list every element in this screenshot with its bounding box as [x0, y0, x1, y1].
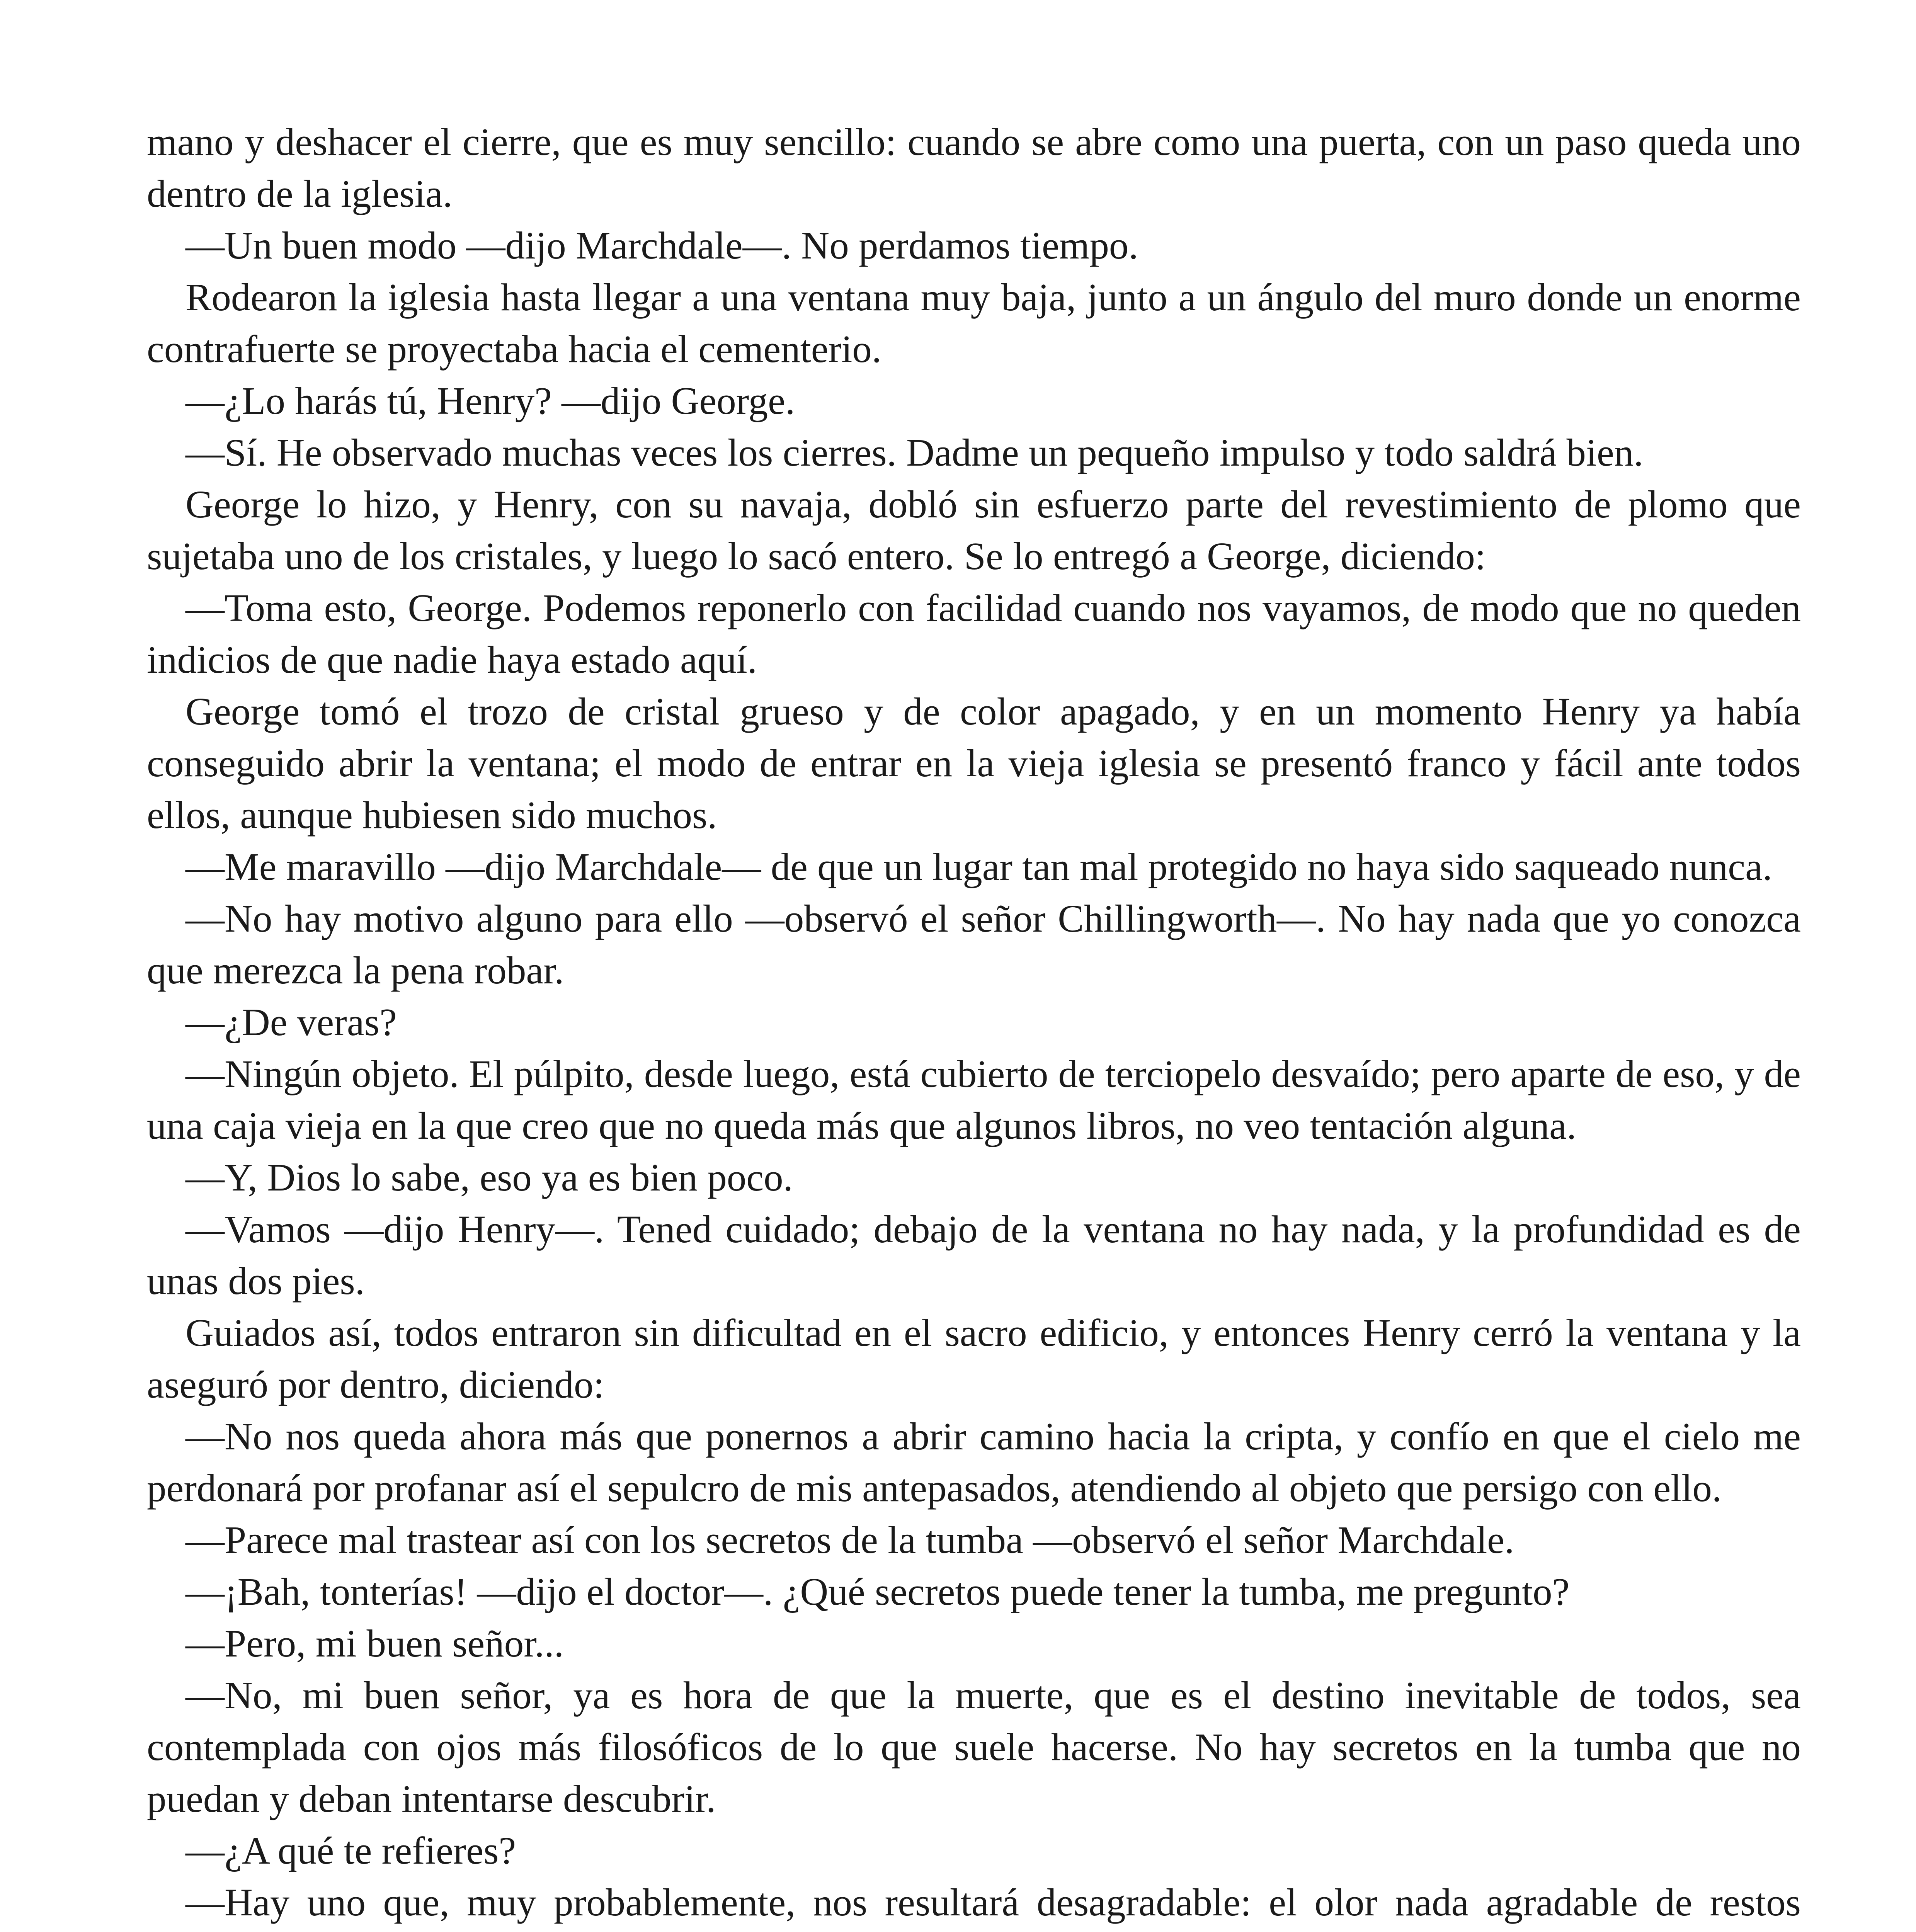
paragraph: —Me maravillo —dijo Marchdale— de que un lugar tan mal protegido no haya sido saqueado nunca. [185, 845, 1773, 888]
paragraph: Guiados así, todos entraron sin dificultad en el sacro edificio, y entonces Henry cerró la ventana y la aseguró por dentro, diciendo: [147, 1311, 1801, 1406]
paragraph: —Vamos —dijo Henry—. Tened cuidado; debajo de la ventana no hay nada, y la profundidad es de unas dos pies. [147, 1208, 1801, 1303]
paragraph: —¿De veras? [185, 1000, 397, 1044]
page-body [147, 116, 1801, 1932]
paragraph: mano y deshacer el cierre, que es muy sencillo: cuando se abre como una puerta, con un paso queda uno dentro de la iglesia. [147, 120, 1801, 215]
paragraph: —¿A qué te refieres? [185, 1829, 516, 1872]
paragraph: —Parece mal trastear así con los secretos de la tumba —observó el señor Marchdale. [185, 1518, 1514, 1561]
paragraph: —Hay uno que, muy probablemente, nos resultará desagradable: el olor nada agradable de restos [185, 1881, 1801, 1924]
paragraph: —¿Lo harás tú, Henry? —dijo George. [185, 379, 795, 422]
paragraph: —Un buen modo —dijo Marchdale—. No perdamos tiempo. [185, 224, 1138, 267]
paragraph: —Pero, mi buen señor... [185, 1622, 564, 1665]
paragraph: —No, mi buen señor, ya es hora de que la muerte, que es el destino inevitable de todos, sea contemplada con ojos más filosóficos de lo que suele hacerse. No hay secretos en la tumba que no puedan y deban intentarse descubrir. [147, 1673, 1801, 1820]
paragraph: —Sí. He observado muchas veces los cierres. Dadme un pequeño impulso y todo saldrá bien. [185, 431, 1644, 474]
paragraph: —No hay motivo alguno para ello —observó el señor Chillingworth—. No hay nada que yo conozca que merezca la pena robar. [147, 897, 1801, 992]
paragraph: George lo hizo, y Henry, con su navaja, dobló sin esfuerzo parte del revestimiento de plomo que sujetaba uno de los cristales, y luego lo sacó entero. Se lo entregó a George, diciendo: [147, 483, 1801, 578]
paragraph: —Ningún objeto. El púlpito, desde luego, está cubierto de terciopelo desvaído; pero aparte de eso, y de una caja vieja en la que creo que no queda más que algunos libros, no veo tentación alguna. [147, 1052, 1801, 1147]
paragraph: —Toma esto, George. Podemos reponerlo con facilidad cuando nos vayamos, de modo que no queden indicios de que nadie haya estado aquí. [147, 586, 1801, 681]
paragraph: —¡Bah, tonterías! —dijo el doctor—. ¿Qué secretos puede tener la tumba, me pregunto? [185, 1570, 1570, 1613]
paragraph: —No nos queda ahora más que ponernos a abrir camino hacia la cripta, y confío en que el cielo me perdonará por profanar así el sepulcro de mis antepasados, atendiendo al objeto que persigo con ello. [147, 1415, 1801, 1510]
paragraph: George tomó el trozo de cristal grueso y de color apagado, y en un momento Henry ya había conseguido abrir la ventana; el modo de entrar en la vieja iglesia se presentó franco y fácil ante todos ellos, aunque hubiesen sido muchos. [147, 690, 1801, 837]
paragraph: Rodearon la iglesia hasta llegar a una ventana muy baja, junto a un ángulo del muro donde un enorme contrafuerte se proyectaba hacia el cementerio. [147, 276, 1801, 371]
paragraph: —Y, Dios lo sabe, eso ya es bien poco. [185, 1156, 793, 1199]
